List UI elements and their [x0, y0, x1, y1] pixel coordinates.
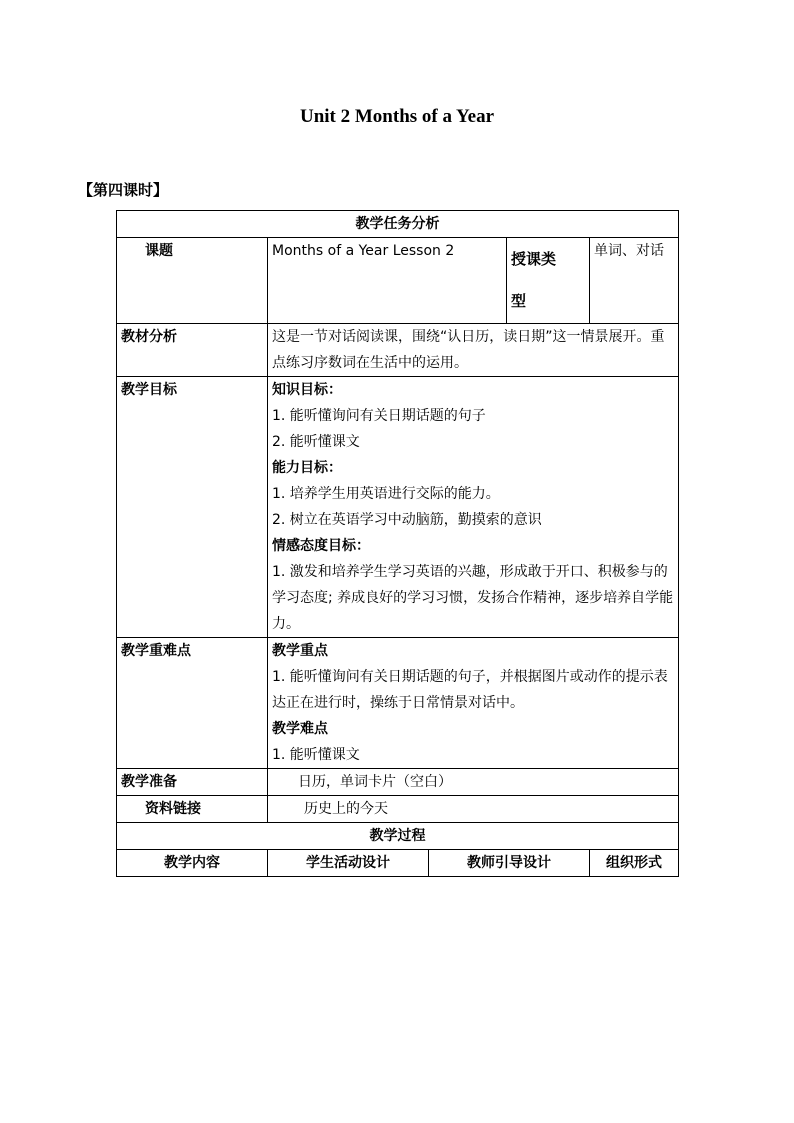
ability-title: 能力目标： [272, 460, 342, 476]
difficulty-title: 教学难点 [272, 721, 328, 737]
emotion-title: 情感态度目标： [272, 538, 370, 554]
resources-label: 资料链接 [117, 796, 268, 823]
process-header-organization: 组织形式 [590, 850, 679, 877]
lesson-plan-table [116, 210, 679, 877]
section-analysis-header: 教学任务分析 [117, 211, 679, 238]
lesson-type-label-line1: 授课类 [511, 250, 557, 268]
topic-value: Months of a Year Lesson 2 [268, 238, 507, 324]
topic-label: 课题 [117, 238, 268, 324]
objectives-content [268, 377, 679, 638]
process-header-content: 教学内容 [117, 850, 268, 877]
objectives-label: 教学目标 [117, 377, 268, 638]
knowledge-item-1: 1. 能听懂询问有关日期话题的句子 [272, 408, 486, 424]
process-header-teacher: 教师引导设计 [429, 850, 590, 877]
emotion-item-1: 1. 激发和培养学生学习英语的兴趣，形成敢于开口、积极参与的学习态度; 养成良好的学习习惯，发扬合作精神，逐步培养自学能力。 [272, 564, 674, 632]
lesson-type-label-line2: 型 [511, 292, 527, 310]
ability-item-1: 1. 培养学生用英语进行交际的能力。 [272, 486, 500, 502]
lesson-type-label [507, 238, 590, 324]
lesson-type-value: 单词、对话 [590, 238, 679, 324]
material-text: 这是一节对话阅读课，围绕“认日历，读日期”这一情景展开。重点练习序数词在生活中的运用。 [268, 324, 679, 377]
lesson-tag: 【第四课时】 [78, 181, 169, 199]
keypoints-content [268, 638, 679, 769]
document-title: Unit 2 Months of a Year [299, 106, 495, 127]
difficulty-item-1: 1. 能听懂课文 [272, 747, 360, 763]
focus-title: 教学重点 [272, 643, 328, 659]
preparation-value: 日历，单词卡片（空白） [268, 769, 679, 796]
process-header-student: 学生活动设计 [268, 850, 429, 877]
preparation-label: 教学准备 [117, 769, 268, 796]
section-process-header: 教学过程 [117, 823, 679, 850]
knowledge-title: 知识目标： [272, 382, 342, 398]
knowledge-item-2: 2. 能听懂课文 [272, 434, 360, 450]
focus-item-1: 1. 能听懂询问有关日期话题的句子，并根据图片或动作的提示表达正在进行时，操练于日常情景对话中。 [272, 669, 668, 711]
keypoints-label: 教学重难点 [117, 638, 268, 769]
ability-item-2: 2. 树立在英语学习中动脑筋，勤摸索的意识 [272, 512, 542, 528]
material-label: 教材分析 [117, 324, 268, 377]
resources-value: 历史上的今天 [268, 796, 679, 823]
